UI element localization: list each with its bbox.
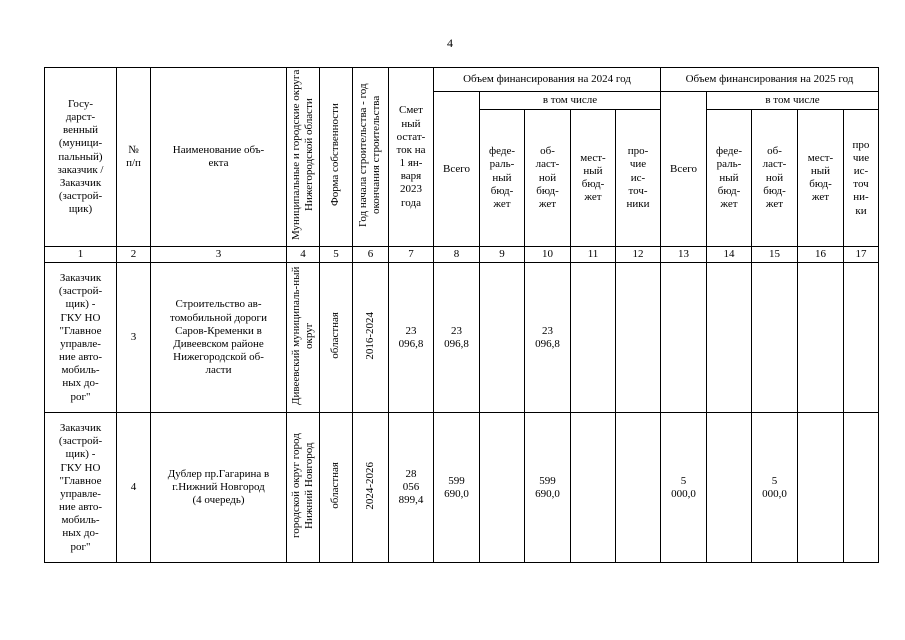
federal-2025-cell (707, 413, 752, 563)
other-2025-cell (844, 263, 879, 413)
table-row (45, 263, 879, 413)
column-number-row (45, 247, 879, 263)
column-number: 13 (661, 247, 707, 263)
header-federal-2025: феде- раль- ный бюд- жет (707, 110, 752, 247)
local-2024-cell (571, 263, 616, 413)
table-row (45, 413, 879, 563)
object-name-cell: Дублер пр.Гагарина в г.Нижний Новгород (4 очередь) (151, 413, 287, 563)
local-2025-cell (798, 413, 844, 563)
header-object-name: Наименование объ- екта (151, 68, 287, 247)
header-regional-2025: об- ласт- ной бюд- жет (752, 110, 798, 247)
total-2024-cell: 23 096,8 (434, 263, 480, 413)
header-total-2024: Всего (434, 92, 480, 247)
header-num: № п/п (117, 68, 151, 247)
header-fin-2024: Объем финансирования на 2024 год (434, 68, 661, 92)
column-number: 4 (287, 247, 320, 263)
column-number: 17 (844, 247, 879, 263)
column-number: 6 (353, 247, 389, 263)
local-2025-cell (798, 263, 844, 413)
column-number: 12 (616, 247, 661, 263)
column-number: 1 (45, 247, 117, 263)
header-local-2025: мест- ный бюд- жет (798, 110, 844, 247)
years-cell: 2024-2026 (353, 413, 389, 563)
regional-2025-cell (752, 263, 798, 413)
ownership-cell: областная (320, 263, 353, 413)
customer-cell: Заказчик (застрой- щик) - ГКУ НО "Главное управле- ние авто- мобиль- ных до- рог" (45, 413, 117, 563)
estimate-cell: 23 096,8 (389, 263, 434, 413)
local-2024-cell (571, 413, 616, 563)
other-2025-cell (844, 413, 879, 563)
header-ownership: Форма собственности (320, 68, 353, 247)
regional-2025-cell: 5 000,0 (752, 413, 798, 563)
object-name-cell: Строительство ав- томобильной дороги Саров-Кременки в Дивеевском районе Нижегородской об- ласти (151, 263, 287, 413)
header-local-2024: мест- ный бюд- жет (571, 110, 616, 247)
federal-2024-cell (480, 413, 525, 563)
regional-2024-cell: 23 096,8 (525, 263, 571, 413)
municipality-cell: городской округ город Нижний Новгород (287, 413, 320, 563)
column-number: 10 (525, 247, 571, 263)
header-other-2024: про- чие ис- точ- ники (616, 110, 661, 247)
header-customer: Госу- дарст- венный (муници- пальный) заказчик / Заказчик (застрой- щик) (45, 68, 117, 247)
other-2024-cell (616, 413, 661, 563)
column-number: 7 (389, 247, 434, 263)
row-num-cell: 4 (117, 413, 151, 563)
total-2025-cell (661, 263, 707, 413)
row-num-cell: 3 (117, 263, 151, 413)
column-number: 3 (151, 247, 287, 263)
header-municipality: Муниципальные и городские округа Нижегородской области (287, 68, 320, 247)
column-number: 9 (480, 247, 525, 263)
customer-cell: Заказчик (застрой- щик) - ГКУ НО "Главное управле- ние авто- мобиль- ных до- рог" (45, 263, 117, 413)
years-cell: 2016-2024 (353, 263, 389, 413)
column-number: 14 (707, 247, 752, 263)
header-years: Год начала строительства - год окончания строительства (353, 68, 389, 247)
header-other-2025: про чие ис- точ ни- ки (844, 110, 879, 247)
regional-2024-cell: 599 690,0 (525, 413, 571, 563)
ownership-cell: областная (320, 413, 353, 563)
header-federal-2024: феде- раль- ный бюд- жет (480, 110, 525, 247)
total-2024-cell: 599 690,0 (434, 413, 480, 563)
header-regional-2024: об- ласт- ной бюд- жет (525, 110, 571, 247)
header-including-2025: в том числе (707, 92, 879, 110)
column-number: 15 (752, 247, 798, 263)
column-number: 2 (117, 247, 151, 263)
estimate-cell: 28 056 899,4 (389, 413, 434, 563)
column-number: 8 (434, 247, 480, 263)
column-number: 11 (571, 247, 616, 263)
financing-table (44, 67, 879, 563)
page-number: 4 (447, 36, 453, 50)
column-number: 16 (798, 247, 844, 263)
header-total-2025: Всего (661, 92, 707, 247)
header-estimate: Смет ный остат- ток на 1 ян- варя 2023 года (389, 68, 434, 247)
total-2025-cell: 5 000,0 (661, 413, 707, 563)
other-2024-cell (616, 263, 661, 413)
header-including-2024: в том числе (480, 92, 661, 110)
federal-2024-cell (480, 263, 525, 413)
federal-2025-cell (707, 263, 752, 413)
column-number: 5 (320, 247, 353, 263)
municipality-cell: Дивеевский муниципаль-ный округ (287, 263, 320, 413)
header-fin-2025: Объем финансирования на 2025 год (661, 68, 879, 92)
